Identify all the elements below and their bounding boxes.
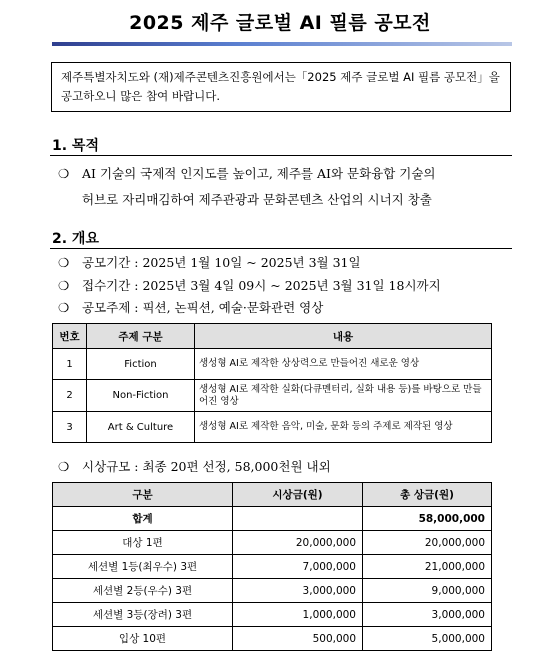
table-row [53,412,492,443]
bullet-icon: ❍ [58,255,70,270]
theme-desc: 생성형 AI로 제작한 상상력으로 만들어진 새로운 영상 [195,349,492,380]
bullet-icon: ❍ [58,300,70,315]
prize-scale [58,457,331,475]
purpose-text [58,161,513,213]
title-underline [52,42,512,46]
overview-theme: 공모주제 : 픽션, 논픽션, 예술·문화관련 영상 [82,300,324,315]
purpose-line-2: 허브로 자리매김하여 제주관광과 문화콘텐츠 산업의 시너지 창출 [82,192,432,207]
prize-sum: 5,000,000 [363,627,492,651]
table-row [53,579,492,603]
table-row [53,349,492,380]
prize-sum: 20,000,000 [363,531,492,555]
table-row [53,603,492,627]
theme-header-no: 번호 [53,324,87,349]
table-row [53,627,492,651]
section-heading-purpose: 1. 목적 [52,138,99,154]
purpose-line-1: AI 기술의 국제적 인지도를 높이고, 제주를 AI와 문화융합 기술의 [82,166,436,181]
prize-header-category: 구분 [53,483,233,507]
prize-table [52,482,492,651]
bullet-icon: ❍ [58,278,70,293]
theme-header-type: 주제 구분 [87,324,195,349]
theme-desc: 생성형 AI로 제작한 실화(다큐멘터리, 실화 내용 등)를 바탕으로 만들어진 영상 [195,380,492,412]
table-row [53,531,492,555]
theme-type: Fiction [87,349,195,380]
prize-label: 입상 10편 [53,627,233,651]
table-row [53,380,492,412]
prize-amount: 1,000,000 [233,603,363,627]
bullet-icon: ❍ [58,459,70,474]
theme-type: Non-Fiction [87,380,195,412]
theme-type: Art & Culture [87,412,195,443]
section-heading-overview: 2. 개요 [52,231,99,247]
bullet-icon: ❍ [58,166,70,181]
prize-label: 세션별 2등(우수) 3편 [53,579,233,603]
prize-label: 세션별 1등(최우수) 3편 [53,555,233,579]
overview-item [58,253,361,271]
section-divider [50,155,512,156]
theme-header-desc: 내용 [195,324,492,349]
prize-amount: 500,000 [233,627,363,651]
theme-no: 2 [53,380,87,412]
overview-item [58,298,323,316]
prize-sum: 3,000,000 [363,603,492,627]
overview-item [58,276,441,294]
theme-no: 1 [53,349,87,380]
prize-header-total: 총 상금(원) [363,483,492,507]
prize-amount: 20,000,000 [233,531,363,555]
theme-table [52,323,492,443]
theme-desc: 생성형 AI로 제작한 음악, 미술, 문화 등의 주제로 제작된 영상 [195,412,492,443]
prize-label: 합계 [53,507,233,531]
prize-header-amount: 시상금(원) [233,483,363,507]
prize-label: 세션별 3등(장려) 3편 [53,603,233,627]
prize-sum: 21,000,000 [363,555,492,579]
overview-period: 공모기간 : 2025년 1월 10일 ~ 2025년 3월 31일 [82,255,361,270]
section-divider [50,248,512,249]
prize-amount [233,507,363,531]
prize-amount: 7,000,000 [233,555,363,579]
prize-amount: 3,000,000 [233,579,363,603]
page-title: 2025 제주 글로벌 AI 필름 공모전 [129,12,431,34]
overview-submission: 접수기간 : 2025년 3월 4일 09시 ~ 2025년 3월 31일 18시까지 [82,278,441,293]
table-row [53,555,492,579]
prize-label: 대상 1편 [53,531,233,555]
prize-total-row [53,507,492,531]
prize-scale-text: 시상규모 : 최종 20편 선정, 58,000천원 내외 [82,459,331,474]
prize-sum: 58,000,000 [363,507,492,531]
theme-no: 3 [53,412,87,443]
prize-sum: 9,000,000 [363,579,492,603]
notice-box: 제주특별자치도와 (재)제주콘텐츠진흥원에서는「2025 제주 글로벌 AI 필름 공모전」을 공고하오니 많은 참여 바랍니다. [51,62,511,112]
